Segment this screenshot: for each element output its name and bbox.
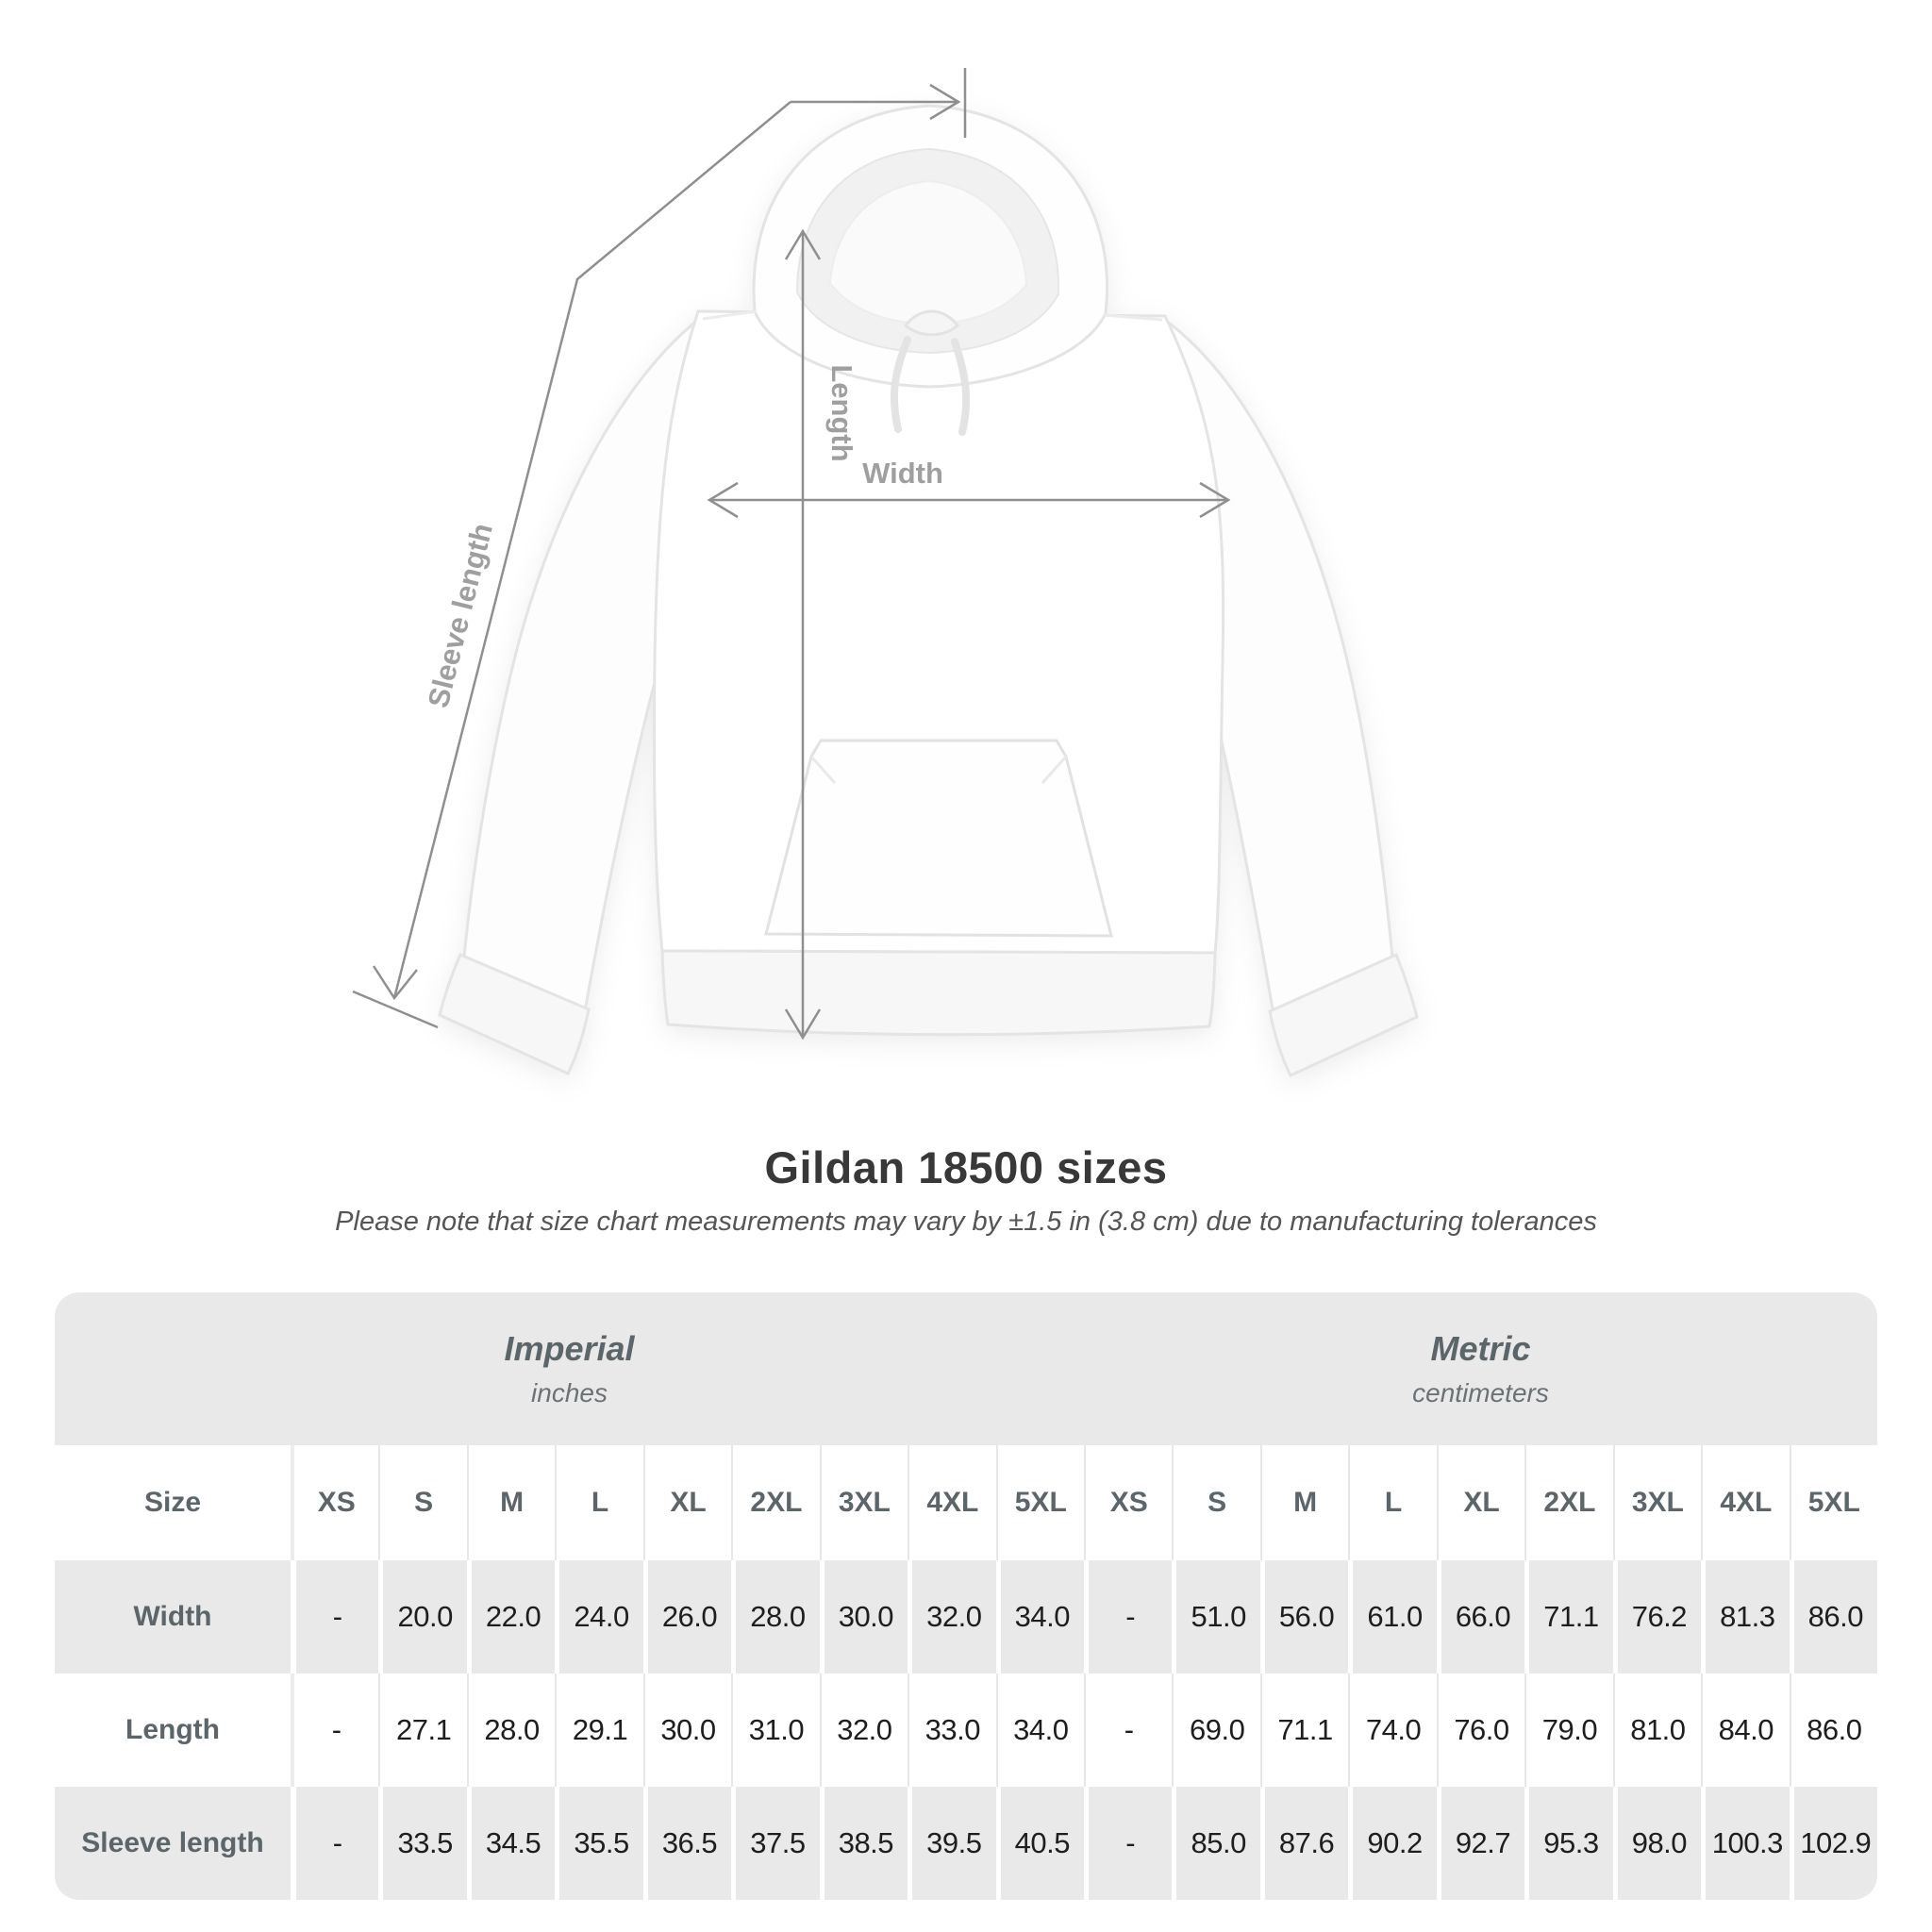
cell-value: 34.0 [996,1674,1084,1787]
column-header-l-metric: L [1348,1445,1436,1560]
size-table [55,1292,1877,1900]
column-header-l-imperial: L [555,1445,642,1560]
cell-value: 56.0 [1260,1560,1348,1674]
width-label: Width [862,457,943,490]
size-header-row [55,1445,1877,1560]
cell-value: - [291,1560,378,1674]
cell-value: 76.2 [1613,1560,1701,1674]
cell-value: 90.2 [1348,1787,1436,1900]
cell-value: 24.0 [555,1560,642,1674]
cell-value: 81.0 [1613,1674,1701,1787]
cell-value: 26.0 [643,1560,731,1674]
cell-value: 102.9 [1790,1787,1877,1900]
cell-value: 85.0 [1172,1787,1259,1900]
cell-value: 22.0 [467,1560,555,1674]
cell-value: 20.0 [378,1560,466,1674]
length-label: Length [825,364,858,462]
cell-value: 33.5 [378,1787,466,1900]
cell-value: - [291,1674,378,1787]
cell-value: 34.0 [996,1560,1084,1674]
unit-group-title: Metric [1430,1329,1531,1368]
cell-value: 100.3 [1701,1787,1789,1900]
cell-value: 31.0 [731,1674,819,1787]
row-label: Length [55,1674,291,1787]
column-header-5xl-metric: 5XL [1790,1445,1877,1560]
cell-value: 79.0 [1524,1674,1612,1787]
row-label: Width [55,1560,291,1674]
hoodie-hem-band [662,951,1215,1035]
cell-value: 71.1 [1524,1560,1612,1674]
cell-value: 27.1 [378,1674,466,1787]
cell-value: 34.5 [467,1787,555,1900]
column-header-xl-metric: XL [1437,1445,1524,1560]
row-label: Sleeve length [55,1787,291,1900]
column-header-4xl-metric: 4XL [1701,1445,1789,1560]
cell-value: 39.5 [908,1787,995,1900]
cell-value: 51.0 [1172,1560,1259,1674]
cell-value: 86.0 [1790,1560,1877,1674]
cell-value: 28.0 [731,1560,819,1674]
cell-value: - [1084,1560,1172,1674]
cell-value: 71.1 [1260,1674,1348,1787]
cell-value: 98.0 [1613,1787,1701,1900]
column-header-s-metric: S [1172,1445,1259,1560]
cell-value: 61.0 [1348,1560,1436,1674]
cell-value: 74.0 [1348,1674,1436,1787]
column-header-s-imperial: S [378,1445,466,1560]
column-header-xl-imperial: XL [643,1445,731,1560]
cell-value: 35.5 [555,1787,642,1900]
cell-value: 86.0 [1790,1674,1877,1787]
size-header-label: Size [55,1445,291,1560]
cell-value: 32.0 [908,1560,995,1674]
column-header-4xl-imperial: 4XL [908,1445,995,1560]
hoodie-garment [440,106,1417,1075]
page-title: Gildan 18500 sizes [764,1142,1168,1192]
table-unit-header-band [55,1292,1877,1445]
unit-group-subtitle: centimeters [1412,1378,1549,1407]
hoodie-pocket [766,741,1111,936]
cell-value: 66.0 [1437,1560,1524,1674]
cell-value: 29.1 [555,1674,642,1787]
cell-value: 81.3 [1701,1560,1789,1674]
unit-group-subtitle: inches [531,1378,608,1407]
caption-block [0,1141,1932,1238]
cell-value: 87.6 [1260,1787,1348,1900]
cell-value: 38.5 [820,1787,908,1900]
sleeve-length-label: Sleeve length [421,520,499,711]
cell-value: 30.0 [820,1560,908,1674]
column-header-2xl-imperial: 2XL [731,1445,819,1560]
cell-value: 33.0 [908,1674,995,1787]
cell-value: 30.0 [643,1674,731,1787]
column-header-m-metric: M [1260,1445,1348,1560]
column-header-xs-metric: XS [1084,1445,1172,1560]
column-header-5xl-imperial: 5XL [996,1445,1084,1560]
column-header-xs-imperial: XS [291,1445,378,1560]
table-row [55,1674,1877,1787]
cell-value: 84.0 [1701,1674,1789,1787]
cell-value: - [291,1787,378,1900]
imperial-group-header [55,1292,1084,1445]
cell-value: 40.5 [996,1787,1084,1900]
column-header-3xl-metric: 3XL [1613,1445,1701,1560]
column-header-3xl-imperial: 3XL [820,1445,908,1560]
tolerance-note: Please note that size chart measurements may vary by ±1.5 in (3.8 cm) due to manufacturing tolerances [335,1207,1597,1237]
cell-value: 69.0 [1172,1674,1259,1787]
cell-value: 95.3 [1524,1787,1612,1900]
cell-value: - [1084,1674,1172,1787]
cell-value: 37.5 [731,1787,819,1900]
cell-value: 92.7 [1437,1787,1524,1900]
cell-value: - [1084,1787,1172,1900]
column-header-2xl-metric: 2XL [1524,1445,1612,1560]
metric-group-header [1084,1292,1877,1445]
table-row [55,1787,1877,1900]
cell-value: 32.0 [820,1674,908,1787]
cell-value: 76.0 [1437,1674,1524,1787]
table-row [55,1560,1877,1674]
column-header-m-imperial: M [467,1445,555,1560]
cell-value: 36.5 [643,1787,731,1900]
unit-group-title: Imperial [504,1329,635,1368]
cell-value: 28.0 [467,1674,555,1787]
